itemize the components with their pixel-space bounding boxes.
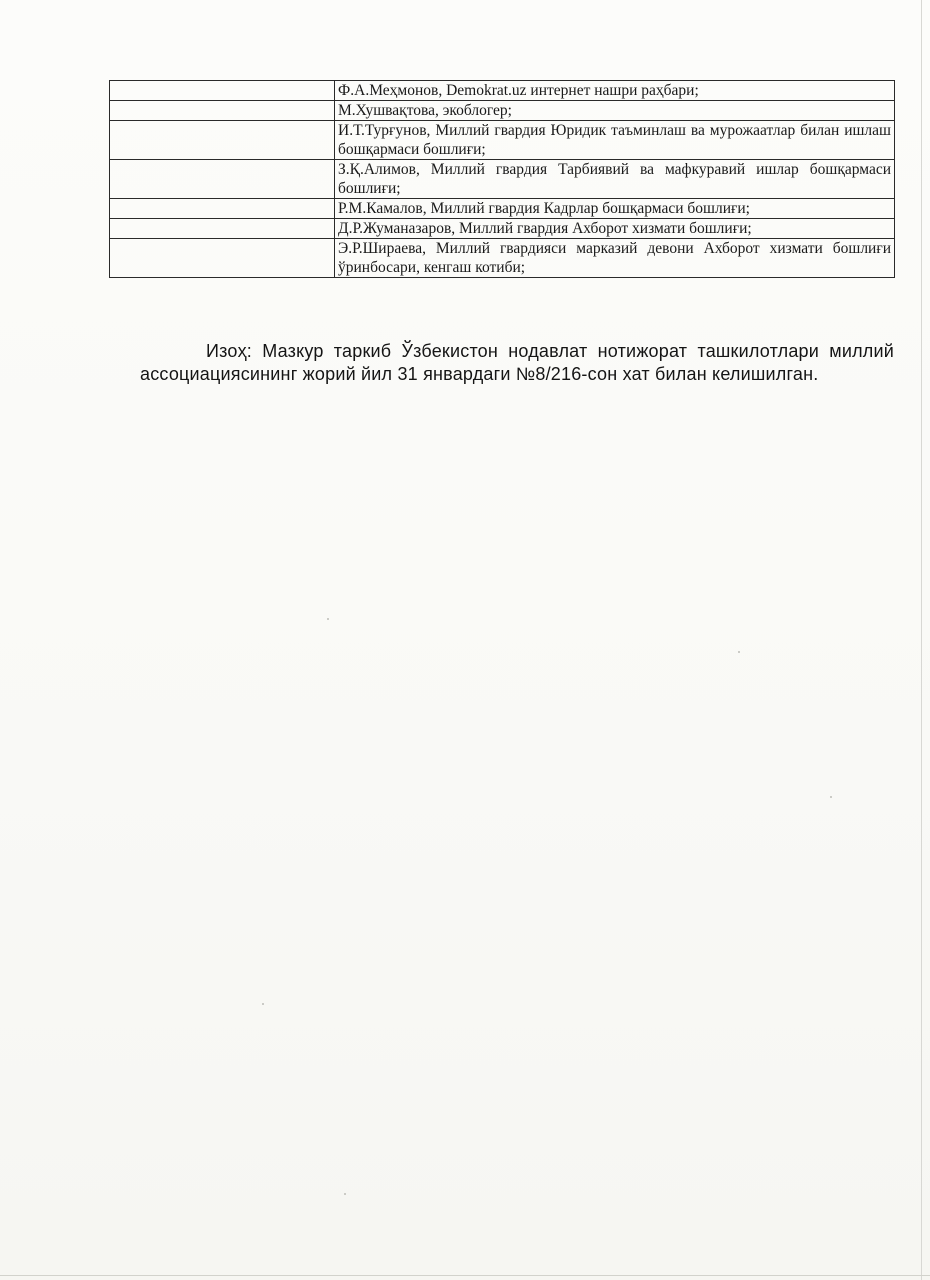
page-edge-bottom (0, 1275, 930, 1276)
table-row (110, 160, 895, 199)
scan-speck (262, 1003, 264, 1005)
table-cell-member: М.Хушвақтова, экоблогер; (335, 101, 895, 121)
table-row (110, 219, 895, 239)
table-cell-position (110, 81, 335, 101)
table-cell-member: Ф.А.Меҳмонов, Demokrat.uz интернет нашри раҳбари; (335, 81, 895, 101)
scan-speck (327, 618, 329, 620)
table-cell-member: З.Қ.Алимов, Миллий гвардия Тарбиявий ва мафкуравий ишлар бошқармаси бошлиғи; (335, 160, 895, 199)
table-cell-position (110, 101, 335, 121)
table-cell-member: Д.Р.Жуманазаров, Миллий гвардия Ахборот хизмати бошлиғи; (335, 219, 895, 239)
note-paragraph: Изоҳ: Мазкур таркиб Ўзбекистон нодавлат нотижорат ташкилотлари миллий ассоциациясининг жорий йил 31 январдаги №8/216-сон хат билан келишилган. (140, 341, 894, 384)
table-row (110, 101, 895, 121)
scan-speck (344, 1193, 346, 1195)
table-cell-member: Э.Р.Шираева, Миллий гвардияси марказий девони Ахборот хизмати бошлиғи ўринбосари, кенгаш котиби; (335, 239, 895, 278)
page-edge-right (921, 0, 922, 1280)
table-cell-member: Р.М.Камалов, Миллий гвардия Кадрлар бошқармаси бошлиғи; (335, 199, 895, 219)
table-row (110, 239, 895, 278)
table-cell-position (110, 199, 335, 219)
table-cell-position (110, 239, 335, 278)
table-row (110, 81, 895, 101)
scan-speck (738, 651, 740, 653)
table-row (110, 199, 895, 219)
table-cell-position (110, 219, 335, 239)
table-cell-member: И.Т.Турғунов, Миллий гвардия Юридик таъминлаш ва мурожаатлар билан ишлаш бошқармаси бошлиғи; (335, 121, 895, 160)
scan-speck (830, 796, 832, 798)
table-row (110, 121, 895, 160)
table-cell-position (110, 121, 335, 160)
table-cell-position (110, 160, 335, 199)
council-members-table (109, 80, 895, 278)
